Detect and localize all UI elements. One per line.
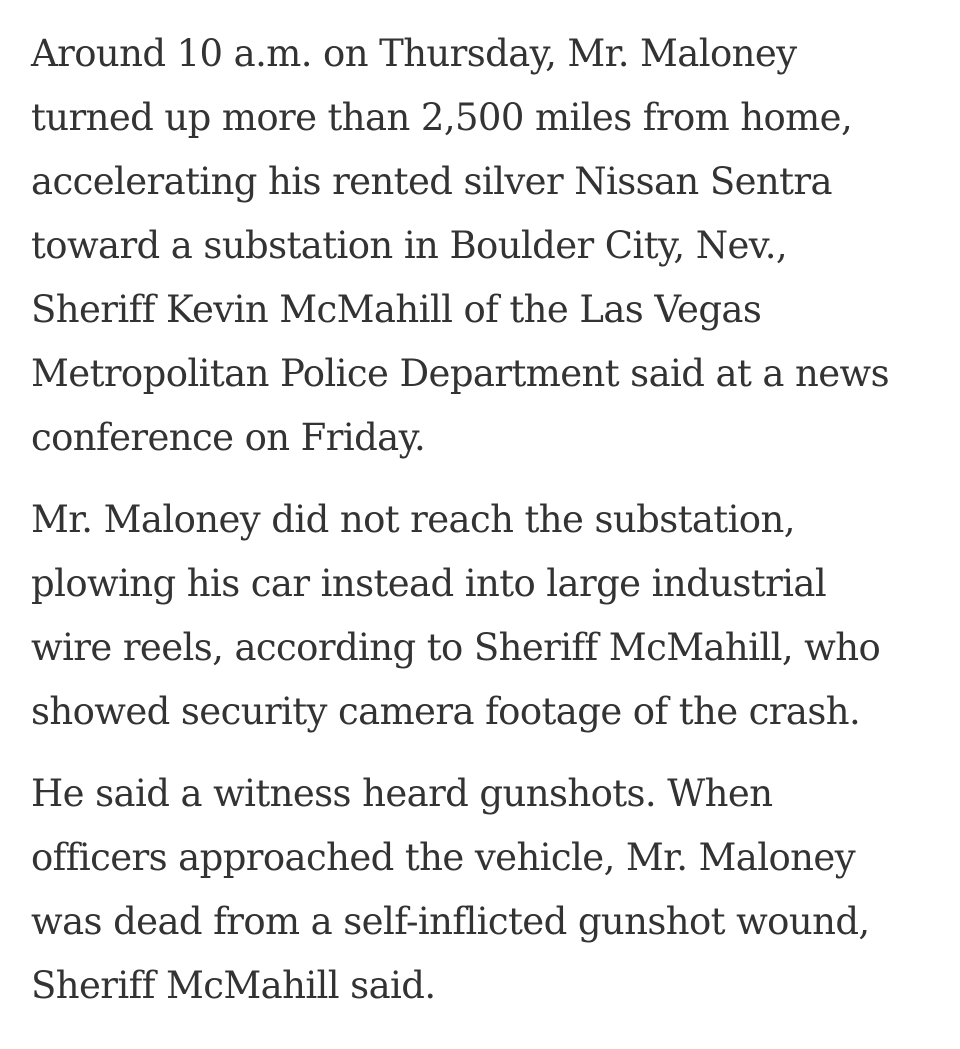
paragraph-line: He said a witness heard gunshots. When: [31, 772, 773, 815]
paragraph-line: showed security camera footage of the crash.: [31, 690, 861, 733]
article-paragraph: [31, 488, 941, 744]
paragraph-line: was dead from a self-inflicted gunshot wound,: [31, 900, 870, 943]
paragraph-line: plowing his car instead into large industrial: [31, 562, 827, 605]
paragraph-line: toward a substation in Boulder City, Nev.,: [31, 224, 788, 267]
paragraph-line: officers approached the vehicle, Mr. Maloney: [31, 836, 856, 879]
paragraph-line: wire reels, according to Sheriff McMahill, who: [31, 626, 881, 669]
paragraph-line: Around 10 a.m. on Thursday, Mr. Maloney: [31, 32, 797, 75]
paragraph-line: turned up more than 2,500 miles from home,: [31, 96, 853, 139]
paragraph-line: Sheriff McMahill said.: [31, 964, 436, 1007]
paragraph-line: Sheriff Kevin McMahill of the Las Vegas: [31, 288, 762, 331]
paragraph-line: Mr. Maloney did not reach the substation,: [31, 498, 795, 541]
paragraph-line: accelerating his rented silver Nissan Sentra: [31, 160, 832, 203]
article-body: [31, 22, 941, 1036]
article-paragraph: [31, 762, 941, 1018]
paragraph-line: conference on Friday.: [31, 416, 426, 459]
article-paragraph: [31, 22, 941, 470]
paragraph-line: Metropolitan Police Department said at a news: [31, 352, 890, 395]
